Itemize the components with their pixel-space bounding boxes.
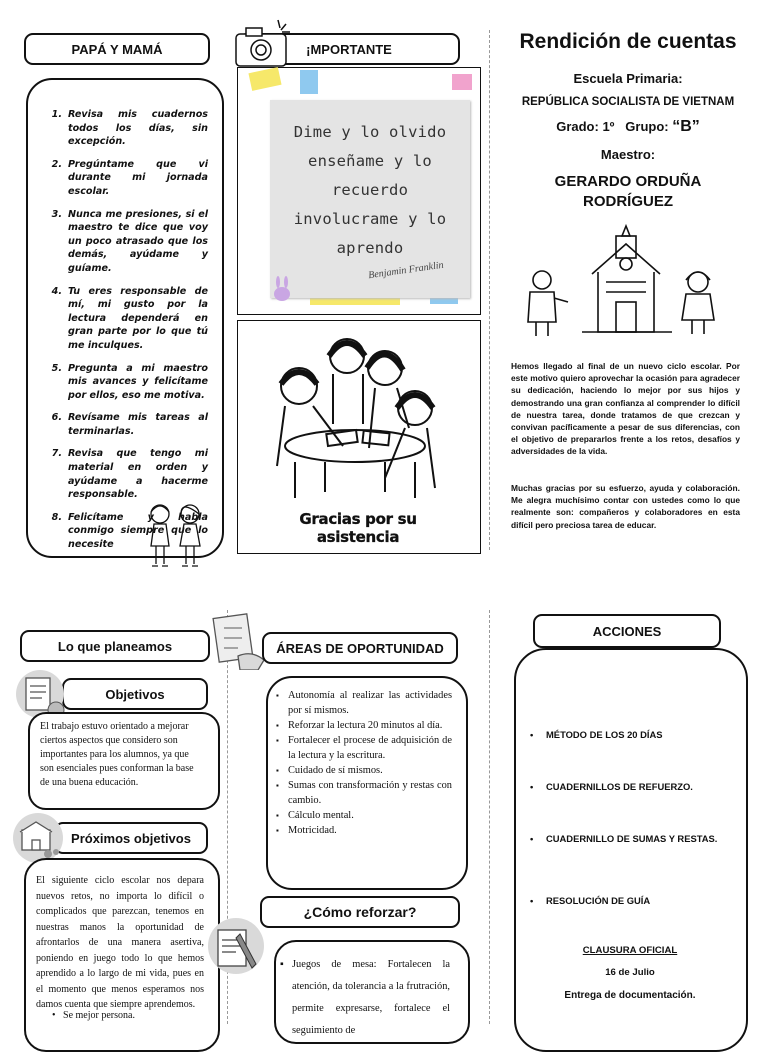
papa-mama-item	[36, 285, 208, 353]
papa-mama-item-text: Pregunta a mi maestro mis avances y felicítame por ellos, eso me motiva.	[68, 362, 208, 401]
acciones-title	[533, 614, 721, 648]
kids-illustration	[140, 500, 212, 578]
proximos-bullet	[52, 1010, 135, 1021]
papa-mama-item-text: Revísame mis tareas al terminarlas.	[68, 412, 208, 437]
school-icon	[522, 222, 742, 342]
quote-line: involucrame y lo	[293, 210, 447, 228]
acciones-item	[530, 888, 730, 914]
acciones-item-text: CUADERNILLOS DE REFUERZO.	[546, 781, 693, 792]
divider-bottom-2	[489, 610, 490, 1024]
group-label: Grupo:	[625, 119, 669, 134]
papa-mama-item-number: 4.	[51, 285, 62, 297]
proximos-bullet-text: Se mejor persona.	[63, 1010, 135, 1021]
divider-top	[489, 30, 490, 550]
areas-list	[276, 688, 452, 838]
areas-item-text: Autonomía al realizar las actividades por sí mismos.	[288, 690, 452, 716]
areas-item-text: Fortalecer el procese de adquisición de la lectura y la escritura.	[288, 735, 452, 761]
clausura-note: Entrega de documentación.	[564, 990, 696, 1001]
papa-mama-item-number: 7.	[51, 448, 62, 460]
reforzar-text	[280, 954, 450, 1042]
reforzar-title	[260, 896, 460, 928]
meeting-illustration	[255, 328, 460, 508]
bullet-icon: ▪	[276, 811, 279, 820]
planeamos-title-text: Lo que planeamos	[57, 638, 173, 654]
objetivos-text: El trabajo estuvo orientado a mejorar ciertos aspectos que considero son importantes para los alumnos, ya que son esenciales pues conforman la base de una buena educación.	[40, 721, 194, 788]
papa-mama-item-text: Nunca me presiones, si el maestro te dice que voy un poco atrasado que los demás, ayúdame y guíame.	[68, 208, 208, 274]
planeamos-title	[20, 630, 210, 662]
decor-blue	[300, 70, 318, 94]
papa-mama-item	[36, 362, 208, 403]
quote-text	[276, 118, 464, 263]
papa-mama-list	[36, 108, 208, 561]
bullet-icon: ▪	[276, 781, 279, 790]
papa-mama-title	[24, 33, 210, 65]
school-name: REPÚBLICA SOCIALISTA DE VIETNAM	[521, 96, 735, 108]
papa-mama-item-text: Revisa que tengo mi material en orden y ayúdame a hacerme responsable.	[68, 448, 208, 501]
bullet-icon: •	[52, 1010, 64, 1021]
acciones-item	[530, 826, 730, 852]
papa-mama-item-text: Tu eres responsable de mí, mi gusto por la lectura dependerá en gran parte por lo que tú me inculques.	[68, 285, 208, 351]
areas-title-text: ÁREAS DE OPORTUNIDAD	[276, 640, 444, 656]
checklist-icon	[208, 612, 268, 670]
teacher-name: GERARDO ORDUÑA RODRÍGUEZ	[554, 173, 702, 210]
papa-mama-item-number: 2.	[51, 158, 62, 170]
papa-mama-item-number: 6.	[51, 412, 62, 424]
bullet-icon: •	[530, 729, 534, 740]
areas-item	[276, 718, 452, 733]
acciones-item	[530, 722, 730, 748]
bullet-icon: ▪	[276, 721, 279, 730]
papa-mama-item	[36, 411, 208, 438]
bullet-icon: ▪	[276, 766, 279, 775]
areas-item-text: Cálculo mental.	[288, 810, 354, 821]
rendicion-para1: Hemos llegado al final de un nuevo ciclo escolar. Por este motivo quiero aprovechar la ocasión para agradecer su dedicación, haciendo lo mejor por sus hijos y demostrando una gran confianza al comprender lo difícil de nuestra tarea, donde tratamos de que crezcan y convivan pacíficamente a pesar de sus diferencias, con el objetivo de prepararlos frente a los retos, desafíos y adversidades de la vida.	[511, 361, 740, 457]
clausura-title: CLAUSURA OFICIAL	[582, 945, 678, 956]
acciones-title-text: ACCIONES	[592, 623, 662, 639]
thanks-banner: Gracias por su asistencia	[299, 510, 417, 546]
areas-item-text: Motricidad.	[288, 825, 337, 836]
areas-item	[276, 763, 452, 778]
areas-item-text: Reforzar la lectura 20 minutos al día.	[288, 720, 443, 731]
proximos-title-text: Próximos objetivos	[71, 830, 191, 846]
areas-item	[276, 733, 452, 763]
bunny-icon	[270, 276, 294, 302]
papa-mama-item-text: Revisa mis cuadernos todos los días, sin excepción.	[68, 109, 208, 148]
bullet-icon: •	[530, 833, 534, 844]
reforzar-title-text: ¿Cómo reforzar?	[303, 904, 417, 920]
papa-mama-item-number: 8.	[51, 511, 62, 523]
grade-value: 1º	[602, 119, 615, 134]
papa-mama-item-text: Felicítame y habla conmigo siempre que lo necesite	[68, 511, 208, 551]
acciones-item-text: MÉTODO DE LOS 20 DÍAS	[546, 729, 663, 740]
school-label: Escuela Primaria:	[573, 71, 683, 86]
rendicion-title: Rendición de cuentas	[519, 30, 737, 53]
quote-line: enseñame y lo	[308, 152, 432, 170]
camera-icon	[232, 16, 294, 70]
quote-line: Dime y lo olvido	[293, 123, 447, 141]
acciones-item-text: RESOLUCIÓN DE GUÍA	[546, 895, 651, 906]
rendicion-para2: Muchas gracias por su esfuerzo, ayuda y colaboración. Me alegra muchísimo contar con ustedes como lo que realmente son: compañeros y colaboradores en esta difícil pero preciosa tarea de educar.	[511, 483, 740, 530]
papa-mama-title-text: PAPÁ Y MAMÁ	[71, 41, 163, 57]
papa-mama-item-number: 5.	[51, 362, 62, 374]
areas-item	[276, 778, 452, 808]
papa-mama-item	[36, 158, 208, 199]
areas-title	[262, 632, 458, 664]
papa-mama-item	[36, 108, 208, 149]
bullet-icon: ▪	[276, 691, 279, 700]
areas-item-text: Cuidado de sí mismos.	[288, 765, 383, 776]
objetivos-title	[62, 678, 208, 710]
decor-pink	[452, 74, 472, 90]
proximos-title	[54, 822, 208, 854]
objetivos-title-text: Objetivos	[105, 686, 165, 702]
bullet-icon: •	[530, 781, 534, 792]
quote-line: recuerdo	[331, 181, 409, 199]
teacher-label: Maestro:	[600, 147, 656, 162]
papa-mama-item	[36, 208, 208, 276]
acciones-item-text: CUADERNILLO DE SUMAS Y RESTAS.	[546, 833, 718, 844]
papa-mama-item-number: 1.	[51, 109, 62, 120]
group-value: “B”	[672, 118, 700, 135]
pencil-icon	[206, 916, 264, 976]
proximos-text: El siguiente ciclo escolar nos depara nuevos retos, no importa lo difícil o complicados que parezcan, tenemos en nuestras manos la oportunidad de afrontarlos de una manera asertiva, poniendo en juego todo lo que hemos aprendido a lo largo de mi vida, pues en el momento que menos esperamos nos damos cuenta que siempre aprendemos.	[36, 875, 204, 1010]
bullet-icon: •	[530, 895, 534, 906]
importante-title-text: ¡MPORTANTE	[306, 41, 392, 57]
acciones-list	[530, 722, 730, 914]
papa-mama-item	[36, 447, 208, 501]
papa-mama-item-text: Pregúntame que vi durante mi jornada escolar.	[68, 158, 208, 197]
areas-item	[276, 688, 452, 718]
papa-mama-item-number: 3.	[51, 208, 62, 220]
acciones-item	[530, 774, 730, 800]
clausura-date: 16 de Julio	[605, 967, 655, 978]
areas-item	[276, 808, 452, 823]
reforzar-text-content: Juegos de mesa: Fortalecen la atención, da tolerancia a la frutración, permite expresarse, fortalece el seguimiento de	[292, 959, 450, 1036]
school-building-icon	[12, 812, 64, 864]
areas-item	[276, 823, 452, 838]
areas-item-text: Sumas con transformación y restas con cambio.	[288, 780, 452, 806]
bullet-icon: ▪	[276, 826, 279, 835]
bullet-icon: ▪	[276, 736, 279, 745]
quote-line: aprendo	[336, 239, 404, 257]
bullet-icon: ▪	[280, 959, 284, 970]
quote-author: Benjamin Franklin	[367, 259, 445, 282]
grade-label: Grado:	[556, 119, 599, 134]
grade-group-line	[506, 118, 750, 136]
